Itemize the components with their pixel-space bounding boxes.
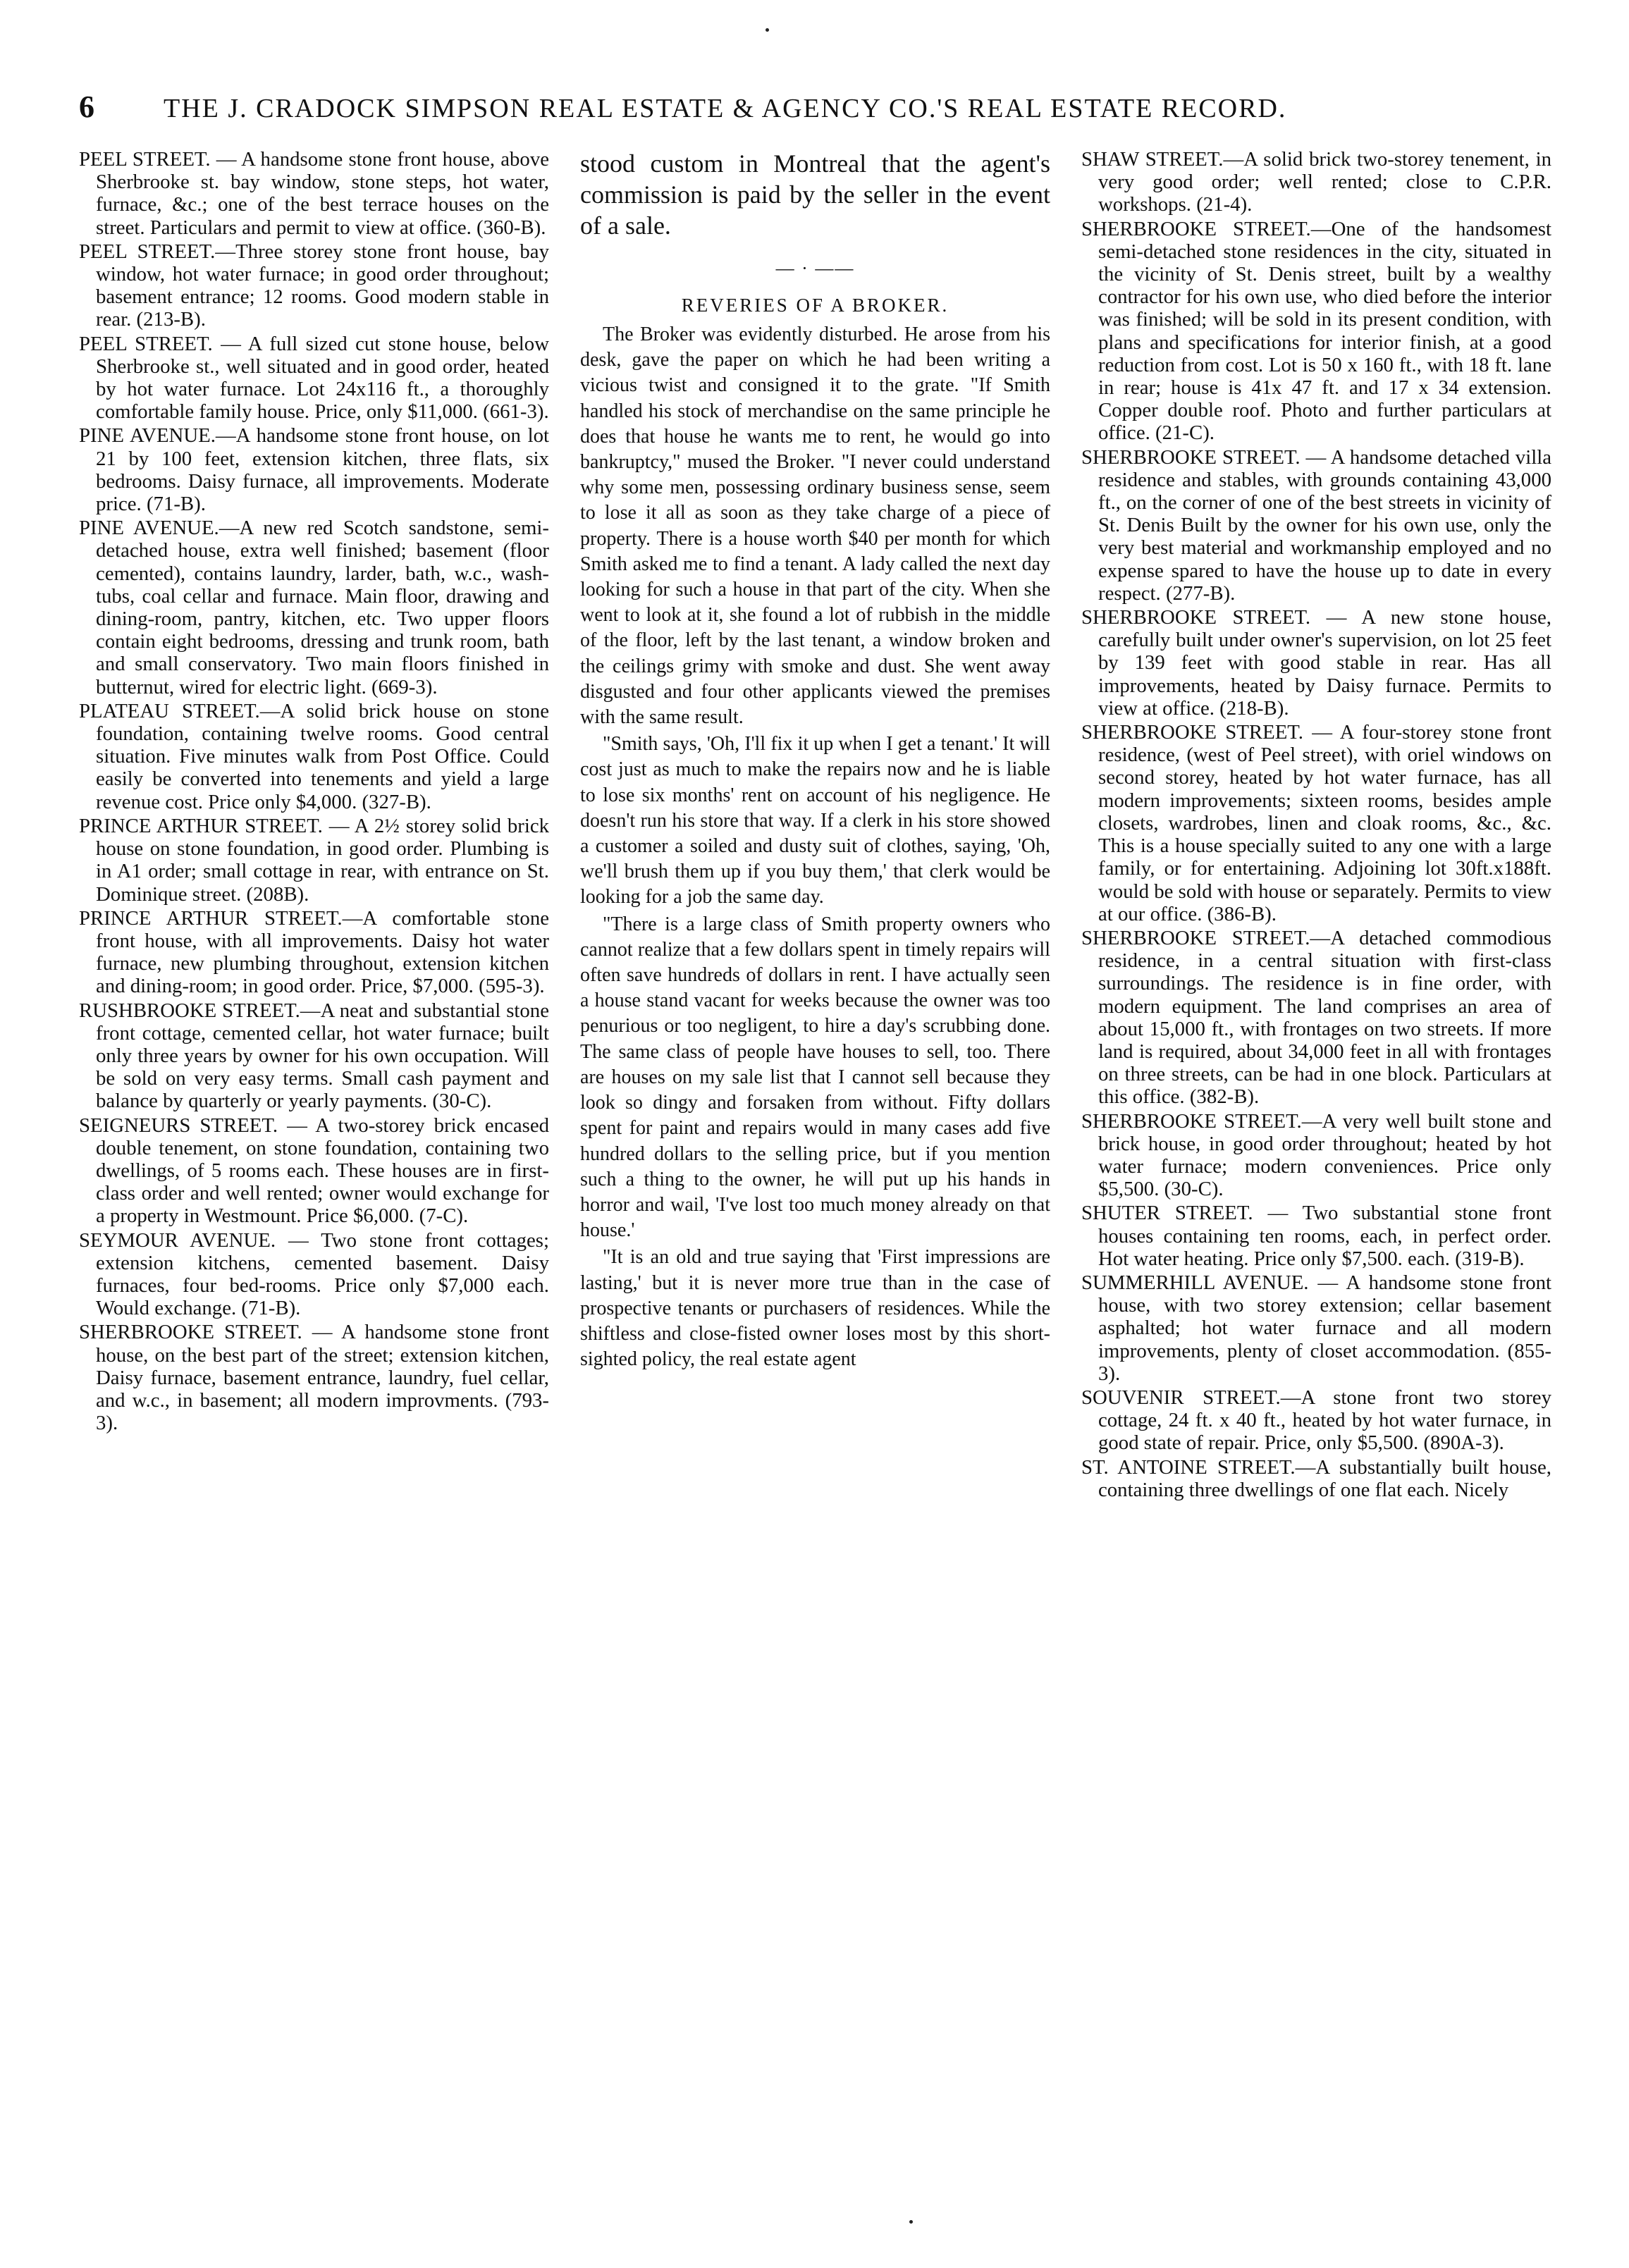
listing-street: PINE AVENUE. — [79, 517, 219, 540]
listing — [1081, 218, 1551, 445]
article-continuation: stood custom in Montreal that the agent's commission is paid by the seller in the event of a sale. — [580, 149, 1050, 240]
listing-text: —One of the handsomest semi-detached stone residences in the city, situated in the vicinity of St. Denis street, built by a wealthy contractor for his own use, who died before the interior was finished; will be sold in its present condition, with plans and specifications for interior finish, at a good reduction from cost. Lot is 50 x 160 ft., with 18 ft. lane in rear; house is 41x 47 ft. and 17 x 34 extension. Copper double roof. Photo and further particulars at office. (21-C). — [1098, 217, 1551, 445]
column-right — [1081, 148, 1551, 2234]
listing-text: —A solid brick two-storey tenement, in very good order; well rented; close to C.P.R. workshops. (21-4). — [1098, 148, 1551, 216]
listing-street: SUMMERHILL AVENUE. — [1081, 1271, 1309, 1294]
listing-street: PEEL STREET. — [79, 240, 216, 263]
listing — [1081, 721, 1551, 925]
listing — [79, 815, 549, 906]
listing-text: — A new stone house, carefully built under owner's supervision, on lot 25 feet by 139 feet with good stable in rear. Has all improvements, heated by Daisy furnace. Permits to view at office. (218-B). — [1098, 606, 1551, 720]
listing-street: SHERBROOKE STREET. — [1081, 445, 1301, 469]
listing-street: PEEL STREET. — [79, 332, 213, 355]
listing-street: SHERBROOKE STREET. — [1081, 217, 1311, 240]
listing — [79, 148, 549, 239]
listing-street: SHERBROOKE STREET. — [1081, 926, 1310, 949]
article-paragraph: "There is a large class of Smith property owners who cannot realize that a few dollars spent in timely repairs will often save hundreds of dollars in rent. I have actually seen a house stand vacant for weeks because the owner was too penurious or too negligent, to hire a day's scrubbing done. The same class of people have houses to sell, too. There are houses on my sale list that I cannot sell because they look so dingy and forsaken from without. Fifty dollars spent for paint and repairs would in many cases add five hundred dollars to the selling price, but if you mention such a thing to the owner, he will put up his hands in horror and wail, 'I've lost too much money already on that house.' — [580, 913, 1050, 1242]
columns — [79, 148, 1552, 2234]
listing-street: SHERBROOKE STREET. — [1081, 721, 1303, 744]
listing-street: PINE AVENUE. — [79, 424, 216, 448]
page-title: THE J. CRADOCK SIMPSON REAL ESTATE & AGENCY CO.'S REAL ESTATE RECORD. — [164, 94, 1287, 123]
article-title: REVERIES OF A BROKER. — [681, 295, 949, 316]
listing — [1081, 1386, 1551, 1455]
listing-text: —A detached commodious residence, in a central situation with first-class surroundings. The residence is in fine order, with modern equipment. The land comprises an area of about 15,000 ft., with frontages on two streets. If more land is required, about 34,000 feet in all with frontages on three streets, can be had in one block. Particulars at this office. (382-B). — [1098, 926, 1551, 1109]
listing-text: — A handsome stone front house, on the best part of the street; extension kitchen, Daisy furnace, basement entrance, laundry, fuel cellar, and w.c., in basement; all modern improvments. (793-3). — [96, 1321, 549, 1435]
article-paragraph: "Smith says, 'Oh, I'll fix it up when I get a tenant.' It will cost just as much to make the repairs now and he is liable to lose six months' rent on account of his negligence. He doesn't run his store that way. If a clerk in his store showed a customer a soiled and dusty suit of clothes, saying, 'Oh, we'll brush them up if you buy them,' that clerk would be looking for a job the same day. — [580, 733, 1050, 908]
listing — [79, 700, 549, 813]
listing-street: SHERBROOKE STREET. — [1081, 1109, 1302, 1133]
listing-text: — A four-storey stone front residence, (west of Peel street), with oriel windows on second storey, heated by hot water furnace, has all modern improvements; sixteen rooms, besides ample closets, wardrobes, linen and cloak rooms, &c., &c. This is a house specially suited to any one with a large family, or for entertaining. Adjoining lot 30ft.x188ft. would be sold with house or separately. Permits to view at our office. (386-B). — [1098, 721, 1551, 925]
listing-street: ST. ANTOINE STREET. — [1081, 1455, 1296, 1479]
listing — [1081, 1456, 1551, 1501]
page-number: 6 — [79, 90, 94, 124]
listing — [1081, 1271, 1551, 1385]
listing-street: PRINCE ARTHUR STREET. — [79, 814, 323, 837]
listing-text: — A handsome detached villa residence and stables, with grounds containing 43,000 ft., on the corner of one of the best streets in vicinity of St. Denis Built by the owner for his own use, only the very best material and workmanship employed and no expense spared to have the house up to date in every respect. (277-B). — [1098, 445, 1551, 605]
listing — [79, 1114, 549, 1228]
divider: — · —— — [775, 258, 855, 278]
listing-street: PEEL STREET. — [79, 148, 211, 171]
listing-street: SHUTER STREET. — [1081, 1202, 1253, 1225]
listing — [79, 999, 549, 1113]
listing — [1081, 1110, 1551, 1201]
listing — [1081, 1202, 1551, 1270]
article-paragraph: "It is an old and true saying that 'First impressions are lasting,' but it is never more true than in the case of prospective tenants or purchasers of residences. While the shiftless and close-fisted owner loses most by this short-sighted policy, the real estate agent — [580, 1246, 1050, 1371]
listing — [79, 1229, 549, 1320]
listing-text: —A handsome stone front house, on lot 21 by 100 feet, extension kitchen, three flats, six bedrooms. Daisy furnace, all improvements. Moderate price. (71-B). — [96, 424, 549, 516]
article-body — [580, 322, 1050, 1372]
listing — [79, 1321, 549, 1434]
listing-text: —A stone front two storey cottage, 24 ft. x 40 ft., heated by hot water furnace, in good state of repair. Price, only $5,500. (890A-3). — [1098, 1386, 1551, 1455]
listing — [79, 517, 549, 698]
listing — [79, 240, 549, 331]
listing-street: SEYMOUR AVENUE. — [79, 1228, 276, 1252]
listing — [79, 907, 549, 998]
listing — [1081, 148, 1551, 216]
listing-text: — Two stone front cottages; extension kitchens, cemented basement. Daisy furnaces, four bed-rooms. Price only $7,000 each. Would exchange. (71-B). — [96, 1228, 549, 1320]
listing-text: — A handsome stone front house, with two storey extension; cellar basement asphalted; hot water furnace and all modern improvements, plenty of closet accommodation. (855-3). — [1098, 1271, 1551, 1385]
article-paragraph: The Broker was evidently disturbed. He arose from his desk, gave the paper on which he had been writing a vicious twist and consigned it to the grate. "If Smith handled his stock of merchandise on the same principle he does that house he wants me to rent, he would go into bankruptcy," mused the Broker. "I never could understand why some men, possessing ordinary business sense, seem to lose it all as soon as they take charge of a piece of property. There is a house worth $40 per month for which Smith asked me to find a tenant. A lady called the next day looking for such a house in that part of the city. When she went to look at it, she found a lot of rubbish in the middle of the floor, left by the last tenant, a window broken and the ceilings grimy with smoke and dust. She went away disgusted and four other applicants viewed the premises with the same result. — [580, 323, 1050, 729]
page-header — [79, 89, 1538, 131]
listing-text: — A 2½ storey solid brick house on stone foundation, in good order. Plumbing is in A1 order; small cottage in rear, with entrance on St. Dominique street. (208B). — [96, 814, 549, 906]
listing-text: —Three storey stone front house, bay window, hot water furnace; in good order throughout; basement entrance; 12 rooms. Good modern stable in rear. (213-B). — [96, 240, 549, 331]
listing-text: — A handsome stone front house, above Sherbrooke st. bay window, stone steps, hot water, furnace, &c.; one of the best terrace houses on the street. Particulars and permit to view at office. (360-B). — [96, 148, 549, 239]
listing-text: —A comfortable stone front house, with all improvements. Daisy hot water furnace, new plumbing throughout, extension kitchen and dining-room; in good order. Price, $7,000. (595-3). — [96, 906, 549, 998]
listing-street: SOUVENIR STREET. — [1081, 1386, 1281, 1409]
listing-text: — A two-storey brick encased double tenement, on stone foundation, containing two dwellings, of 5 rooms each. These houses are in first-class order and well rented; owner would exchange for a property in Westmount. Price $6,000. (7-C). — [96, 1114, 549, 1228]
listing — [1081, 446, 1551, 605]
listing — [1081, 606, 1551, 720]
listing-street: PLATEAU STREET. — [79, 699, 260, 722]
listing-text: — A full sized cut stone house, below Sherbrooke st., well situated and in good order, heated by hot water furnace. Lot 24x116 ft., a thoroughly comfortable family house. Price, only $11,000. (661-3). — [96, 332, 549, 424]
listing-street: SHERBROOKE STREET. — [1081, 606, 1311, 629]
column-middle — [580, 148, 1050, 2234]
listing — [79, 333, 549, 424]
listing-text: —A very well built stone and brick house, in good order throughout; heated by hot water furnace; modern conveniences. Price only $5,500. (30-C). — [1098, 1109, 1551, 1201]
listing-street: SHERBROOKE STREET. — [79, 1321, 302, 1344]
listing-street: SEIGNEURS STREET. — [79, 1114, 278, 1137]
listing-text: —A neat and substantial stone front cottage, cemented cellar, hot water furnace; built only three years by owner for his own occupation. Will be sold on very easy terms. Small cash payment and balance by quarterly or yearly payments. (30-C). — [96, 999, 549, 1113]
listing-text: —A substantially built house, containing three dwellings of one flat each. Nicely — [1098, 1455, 1551, 1501]
speck — [766, 28, 769, 32]
column-left — [79, 148, 549, 2234]
listing-text: —A solid brick house on stone foundation, containing twelve rooms. Good central situation. Five minutes walk from Post Office. Could easily be converted into tenements and yield a large revenue cost. Price only $4,000. (327-B). — [96, 699, 549, 813]
listing — [79, 424, 549, 515]
listing-street: SHAW STREET. — [1081, 148, 1224, 171]
listing-text: —A new red Scotch sandstone, semi-detached house, extra well finished; basement (floor cemented), contains laundry, larder, bath, w.c., wash-tubs, coal cellar and furnace. Main floor, drawing and dining-room, pantry, kitchen, etc. Two upper floors contain eight bedrooms, dressing and trunk room, bath and small conservatory. Two main floors finished in butternut, wired for electric light. (669-3). — [96, 517, 549, 698]
listing — [1081, 927, 1551, 1109]
listing-street: PRINCE ARTHUR STREET. — [79, 906, 343, 930]
listing-street: RUSHBROOKE STREET. — [79, 999, 300, 1022]
listing-text: — Two substantial stone front houses containing ten rooms, each, in perfect order. Hot water heating. Price only $7,500. each. (319-B). — [1098, 1202, 1551, 1270]
